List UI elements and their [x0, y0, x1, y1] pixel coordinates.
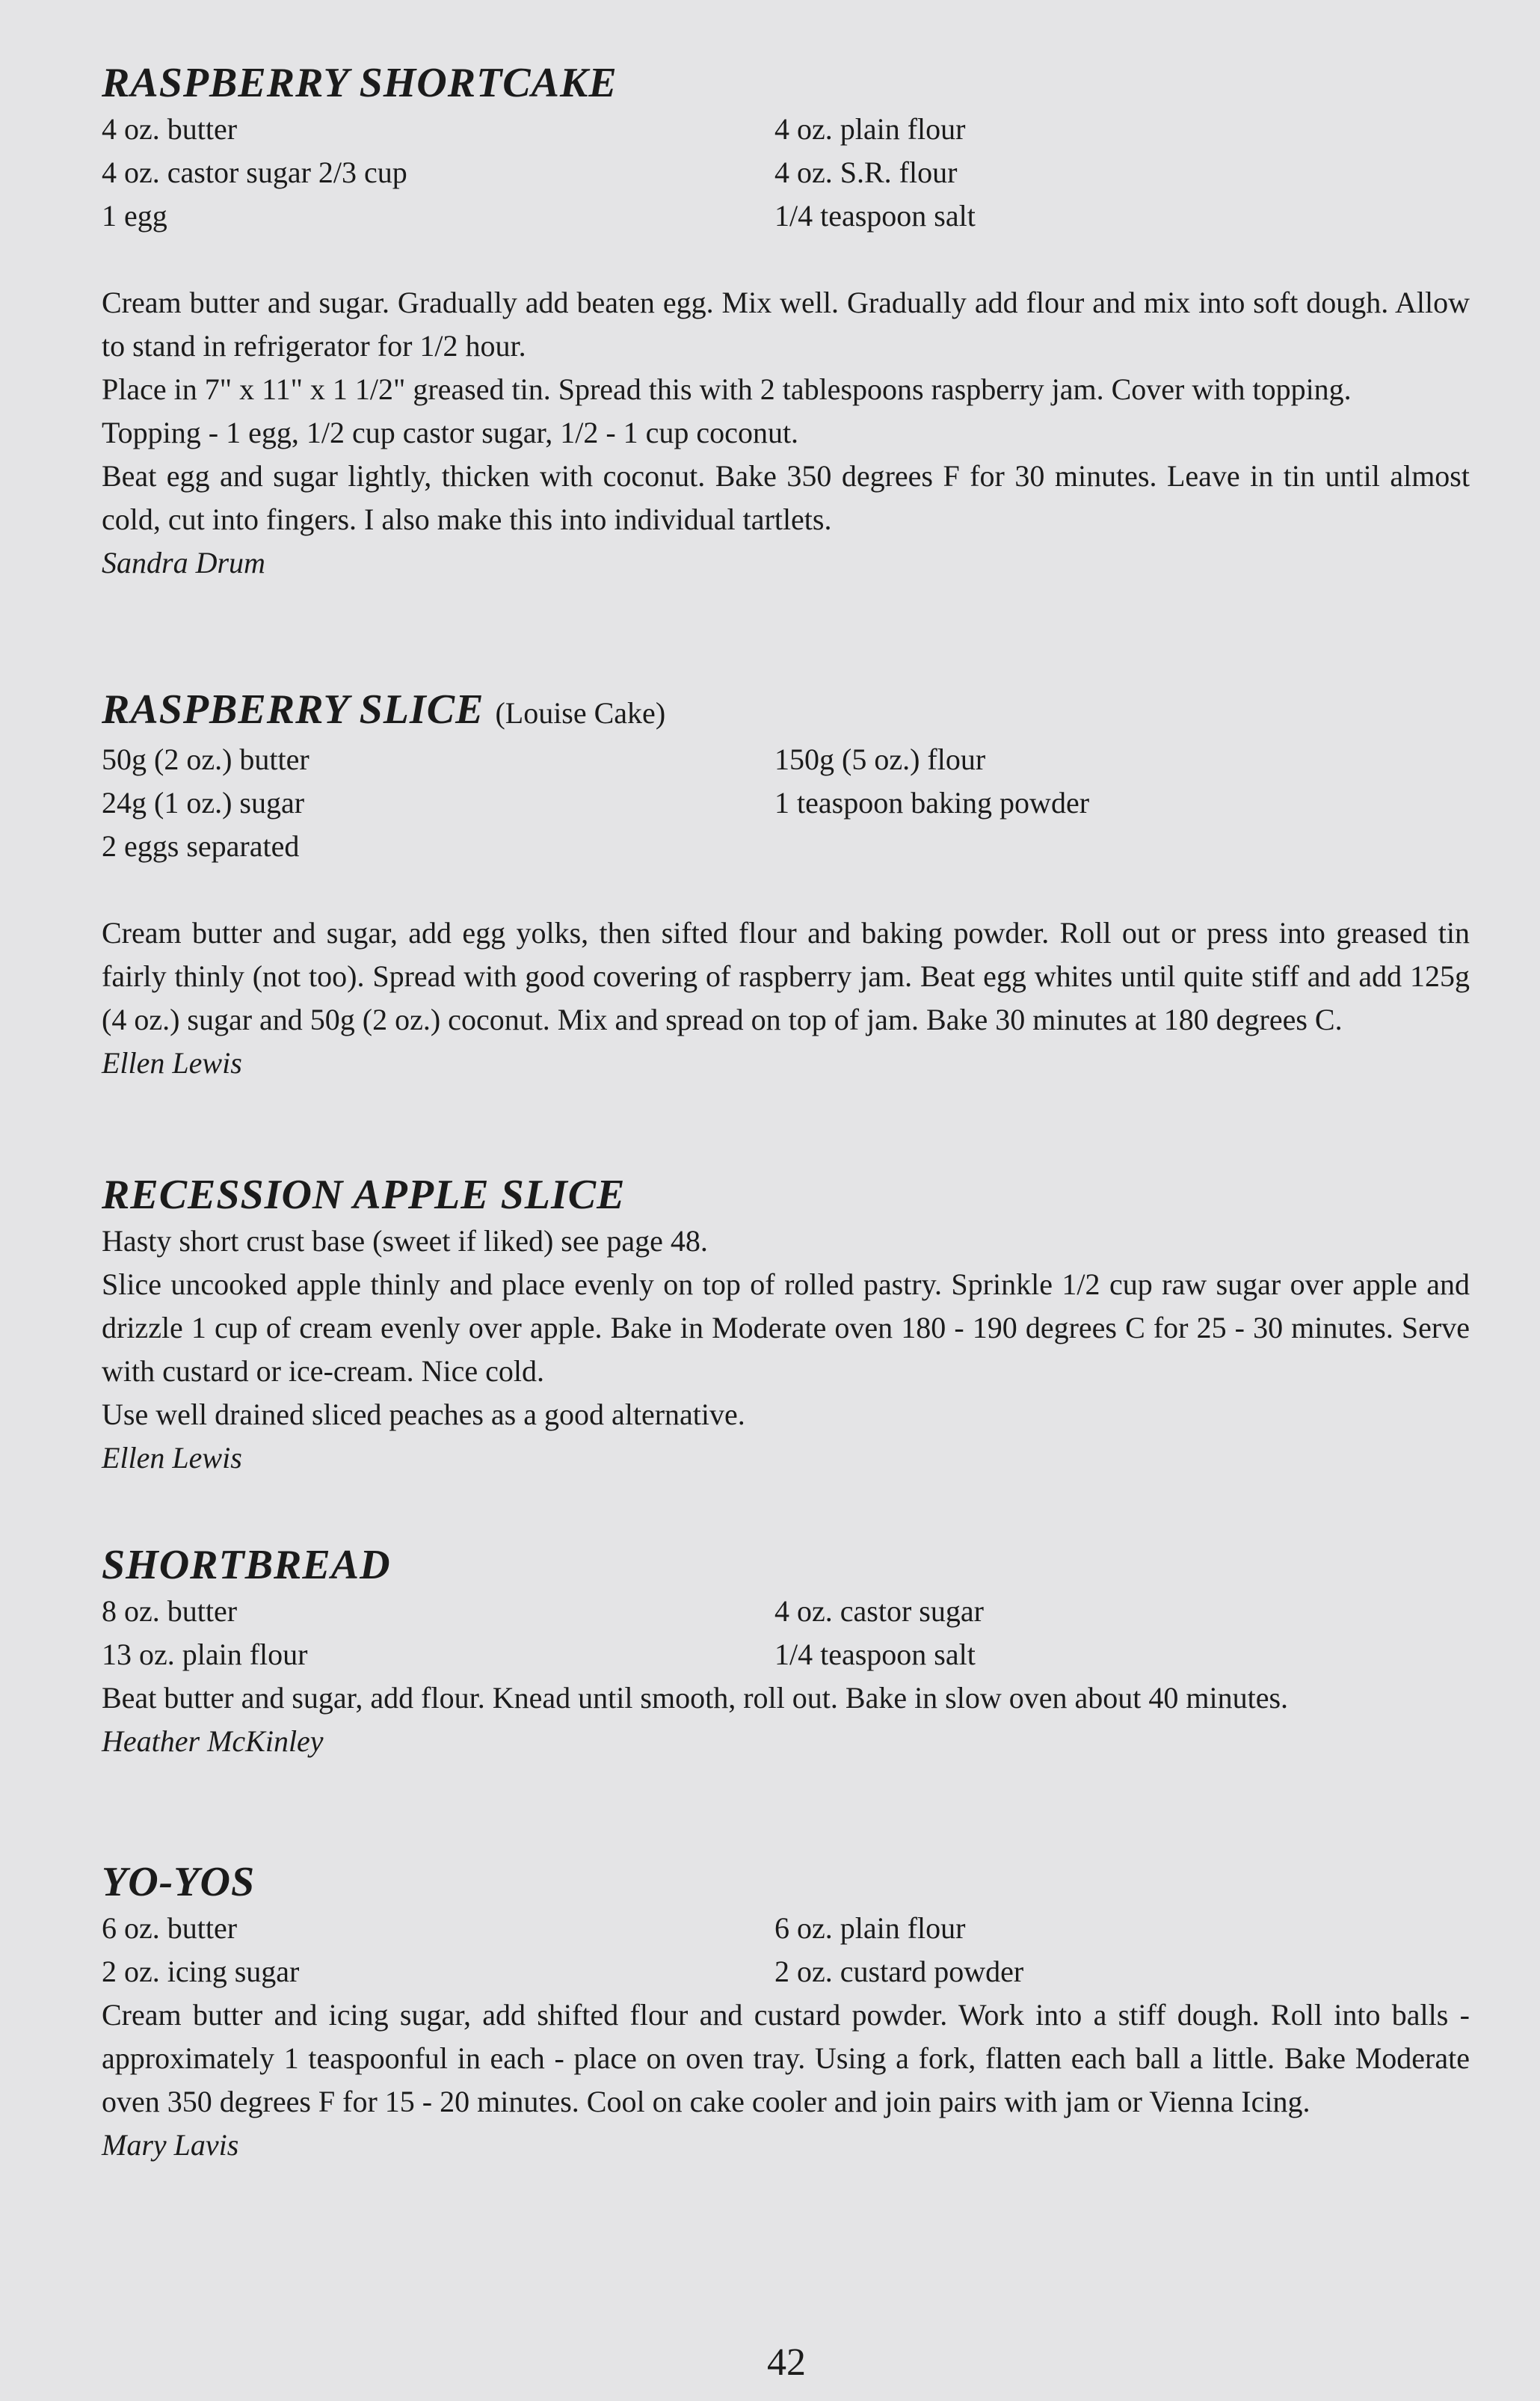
ingredients-list [102, 1590, 1470, 1676]
ingredient: 2 oz. custard powder [774, 1955, 1024, 1988]
method-paragraph: Place in 7" x 11" x 1 1/2" greased tin. Spread this with 2 tablespoons raspberry jam. Cover with topping. [102, 372, 1352, 406]
method-text [102, 281, 1470, 541]
recipe-title: YO-YOS [102, 1859, 256, 1905]
recipe-author: Mary Lavis [102, 2128, 239, 2162]
method-paragraph: Cream butter and sugar. Gradually add beaten egg. Mix well. Gradually add flour and mix into soft dough. Allow to stand in refrigerator for 1/2 hour. [102, 286, 1470, 363]
method-paragraph: Slice uncooked apple thinly and place evenly on top of rolled pastry. Sprinkle 1/2 cup raw sugar over apple and drizzle 1 cup of cream evenly over apple. Bake in Moderate oven 180 - 190 degrees C for 25 - 30 minutes. Serve with custard or ice-cream. Nice cold. [102, 1267, 1470, 1388]
recipe-author: Ellen Lewis [102, 1441, 242, 1475]
ingredient: 50g (2 oz.) butter [102, 743, 309, 776]
ingredient: 4 oz. butter [102, 112, 238, 146]
method-text [102, 911, 1470, 1042]
method-paragraph: Beat egg and sugar lightly, thicken with coconut. Bake 350 degrees F for 30 minutes. Leave in tin until almost cold, cut into fingers. I also make this into individual tartlets. [102, 459, 1470, 536]
ingredient: 13 oz. plain flour [102, 1638, 308, 1671]
ingredient: 4 oz. plain flour [774, 112, 966, 146]
recipe-title: RECESSION APPLE SLICE [102, 1172, 626, 1218]
method-text [102, 1220, 1470, 1436]
ingredient: 4 oz. castor sugar [774, 1594, 984, 1628]
ingredient: 8 oz. butter [102, 1594, 238, 1628]
ingredients-list [102, 108, 1470, 238]
recipe-raspberry-shortcake [102, 58, 1470, 585]
ingredient: 1 teaspoon baking powder [774, 786, 1090, 820]
ingredient: 4 oz. S.R. flour [774, 156, 958, 189]
recipe-author: Sandra Drum [102, 546, 265, 580]
recipe-title: RASPBERRY SHORTCAKE [102, 60, 617, 106]
recipe-recession-apple-slice [102, 1170, 1470, 1480]
method-paragraph: Use well drained sliced peaches as a good alternative. [102, 1398, 745, 1431]
recipe-title: SHORTBREAD [102, 1542, 391, 1588]
recipe-raspberry-slice [102, 685, 1470, 1085]
method-paragraph: Cream butter and icing sugar, add shifted flour and custard powder. Work into a stiff dough. Roll into balls - approximately 1 teaspoonful in each - place on oven tray. Using a fork, flatten each ball a little. Bake Moderate oven 350 degrees F for 15 - 20 minutes. Cool on cake cooler and join pairs with jam or Vienna Icing. [102, 1998, 1470, 2118]
ingredient: 24g (1 oz.) sugar [102, 786, 305, 820]
ingredient: 150g (5 oz.) flour [774, 743, 986, 776]
method-text [102, 1993, 1470, 2124]
recipe-author: Heather McKinley [102, 1724, 324, 1758]
method-text [102, 1676, 1470, 1720]
method-paragraph: Hasty short crust base (sweet if liked) see page 48. [102, 1224, 708, 1258]
page-number: 42 [767, 2341, 806, 2384]
ingredient: 6 oz. plain flour [774, 1911, 966, 1945]
method-paragraph: Beat butter and sugar, add flour. Knead until smooth, roll out. Bake in slow oven about 40 minutes. [102, 1681, 1289, 1715]
ingredient: 1/4 teaspoon salt [774, 199, 976, 233]
ingredients-list [102, 1907, 1470, 1993]
recipe-author: Ellen Lewis [102, 1046, 242, 1080]
ingredient: 4 oz. castor sugar 2/3 cup [102, 156, 407, 189]
ingredient: 6 oz. butter [102, 1911, 238, 1945]
recipe-shortbread [102, 1540, 1470, 1763]
ingredient: 1 egg [102, 199, 167, 233]
ingredient: 2 oz. icing sugar [102, 1955, 300, 1988]
ingredient: 2 eggs separated [102, 829, 300, 863]
recipe-yo-yos [102, 1857, 1470, 2167]
method-paragraph: Topping - 1 egg, 1/2 cup castor sugar, 1/2 - 1 cup coconut. [102, 416, 799, 449]
ingredients-list [102, 738, 1470, 868]
recipe-title: RASPBERRY SLICE (Louise Cake) [102, 686, 666, 733]
recipe-subtitle: (Louise Cake) [495, 696, 666, 730]
ingredient: 1/4 teaspoon salt [774, 1638, 976, 1671]
method-paragraph: Cream butter and sugar, add egg yolks, then sifted flour and baking powder. Roll out or press into greased tin fairly thinly (not too). Spread with good covering of raspberry jam. Beat egg whites until quite stiff and add 125g (4 oz.) sugar and 50g (2 oz.) coconut. Mix and spread on top of jam. Bake 30 minutes at 180 degrees C. [102, 916, 1470, 1036]
